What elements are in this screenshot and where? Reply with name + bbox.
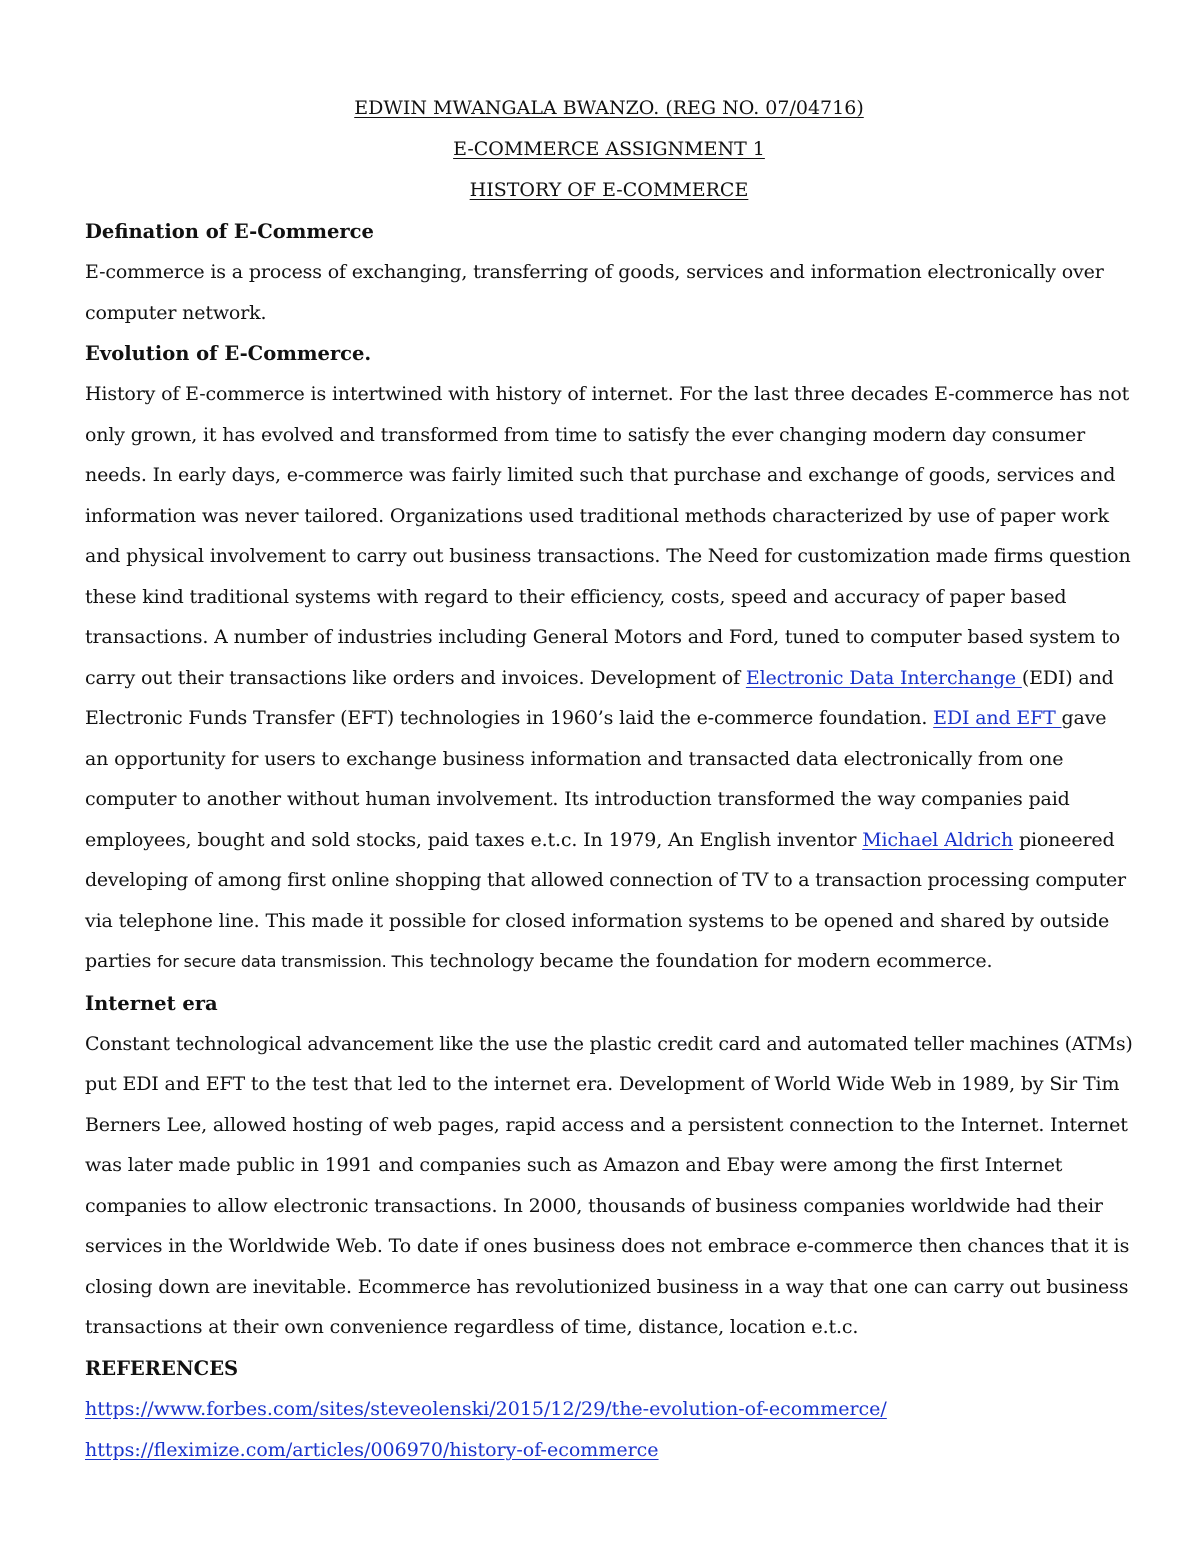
- evolution-line: [85, 698, 1133, 739]
- evolution-line: and physical involvement to carry out business transactions. The Need for customization made firms question: [85, 545, 1131, 567]
- evolution-text: gave: [1061, 707, 1107, 729]
- internet-era-heading: Internet era: [85, 991, 218, 1015]
- evolution-text: parties: [85, 950, 158, 972]
- definition-heading: Defination of E-Commerce: [85, 220, 374, 243]
- edi-eft-link[interactable]: EDI and EFT: [933, 707, 1062, 729]
- reference-link-fleximize[interactable]: https://fleximize.com/articles/006970/history-of-ecommerce: [85, 1438, 659, 1461]
- evolution-line: needs. In early days, e-commerce was fairly limited such that purchase and exchange of goods, services and: [85, 464, 1116, 486]
- evolution-line: an opportunity for users to exchange business information and transacted data electronically from one: [85, 747, 1064, 770]
- internet-era-paragraph: [85, 1024, 1133, 1348]
- evolution-line: History of E-commerce is intertwined with history of internet. For the last three decades E-commerce has not: [85, 383, 1130, 405]
- evolution-line: [85, 820, 1133, 861]
- evolution-text: pioneered: [1013, 828, 1115, 851]
- internet-era-line: was later made public in 1991 and companies such as Amazon and Ebay were among the first Internet: [85, 1154, 1063, 1176]
- definition-line: computer network.: [85, 301, 267, 324]
- references-heading: REFERENCES: [85, 1356, 239, 1380]
- internet-era-line: Berners Lee, allowed hosting of web pages, rapid access and a persistent connection to the Internet. Internet: [85, 1113, 1128, 1136]
- evolution-line: computer to another without human involvement. Its introduction transformed the way companies paid: [85, 788, 1070, 810]
- internet-era-line: services in the Worldwide Web. To date if ones business does not embrace e-commerce then chances that it is: [85, 1235, 1130, 1257]
- definition-paragraph: [85, 252, 1133, 333]
- evolution-line: only grown, it has evolved and transformed from time to satisfy the ever changing modern day consumer: [85, 423, 1086, 446]
- definition-line: E-commerce is a process of exchanging, transferring of goods, services and information electronically over: [85, 261, 1104, 283]
- internet-era-line: companies to allow electronic transactions. In 2000, thousands of business companies worldwide had their: [85, 1194, 1103, 1217]
- evolution-line: [85, 658, 1133, 699]
- internet-era-line: transactions at their own convenience regardless of time, distance, location e.t.c.: [85, 1316, 859, 1338]
- evolution-text-sans: for secure data transmission. This: [157, 952, 424, 971]
- evolution-heading: Evolution of E-Commerce.: [85, 342, 372, 365]
- evolution-line: transactions. A number of industries including General Motors and Ford, tuned to computer based system to: [85, 626, 1121, 648]
- evolution-line: via telephone line. This made it possible for closed information systems to be opened and shared by outside: [85, 909, 1110, 932]
- michael-aldrich-link[interactable]: Michael Aldrich: [862, 828, 1014, 851]
- internet-era-line: Constant technological advancement like the use the plastic credit card and automated teller machines (ATMs): [85, 1032, 1133, 1055]
- evolution-paragraph: [85, 374, 1133, 983]
- evolution-line: these kind traditional systems with regard to their efficiency, costs, speed and accuracy of paper based: [85, 585, 1067, 608]
- internet-era-line: put EDI and EFT to the test that led to the internet era. Development of World Wide Web in 1989, by Sir Tim: [85, 1073, 1120, 1095]
- evolution-line: developing of among first online shopping that allowed connection of TV to a transaction processing computer: [85, 869, 1126, 891]
- document-page: [85, 88, 1133, 1471]
- evolution-text: Electronic Funds Transfer (EFT) technologies in 1960’s laid the e-commerce foundation.: [85, 707, 934, 729]
- edi-link[interactable]: Electronic Data Interchange: [745, 666, 1022, 689]
- reference-link-forbes[interactable]: https://www.forbes.com/sites/steveolenski/2015/12/29/the-evolution-of-ecommerce/: [85, 1397, 887, 1420]
- author-line: EDWIN MWANGALA BWANZO. (REG NO. 07/04716): [354, 97, 864, 119]
- evolution-line: [85, 941, 1133, 983]
- evolution-line: information was never tailored. Organizations used traditional methods characterized by use of paper work: [85, 504, 1109, 527]
- assignment-line: E-COMMERCE ASSIGNMENT 1: [453, 138, 765, 160]
- evolution-text: (EDI) and: [1021, 666, 1114, 689]
- evolution-text: carry out their transactions like orders and invoices. Development of: [85, 666, 746, 689]
- document-title: HISTORY OF E-COMMERCE: [469, 179, 749, 201]
- evolution-text: employees, bought and sold stocks, paid taxes e.t.c. In 1979, An English inventor: [85, 828, 863, 851]
- internet-era-line: closing down are inevitable. Ecommerce has revolutionized business in a way that one can carry out business: [85, 1275, 1129, 1298]
- evolution-text: technology became the foundation for modern ecommerce.: [423, 950, 993, 972]
